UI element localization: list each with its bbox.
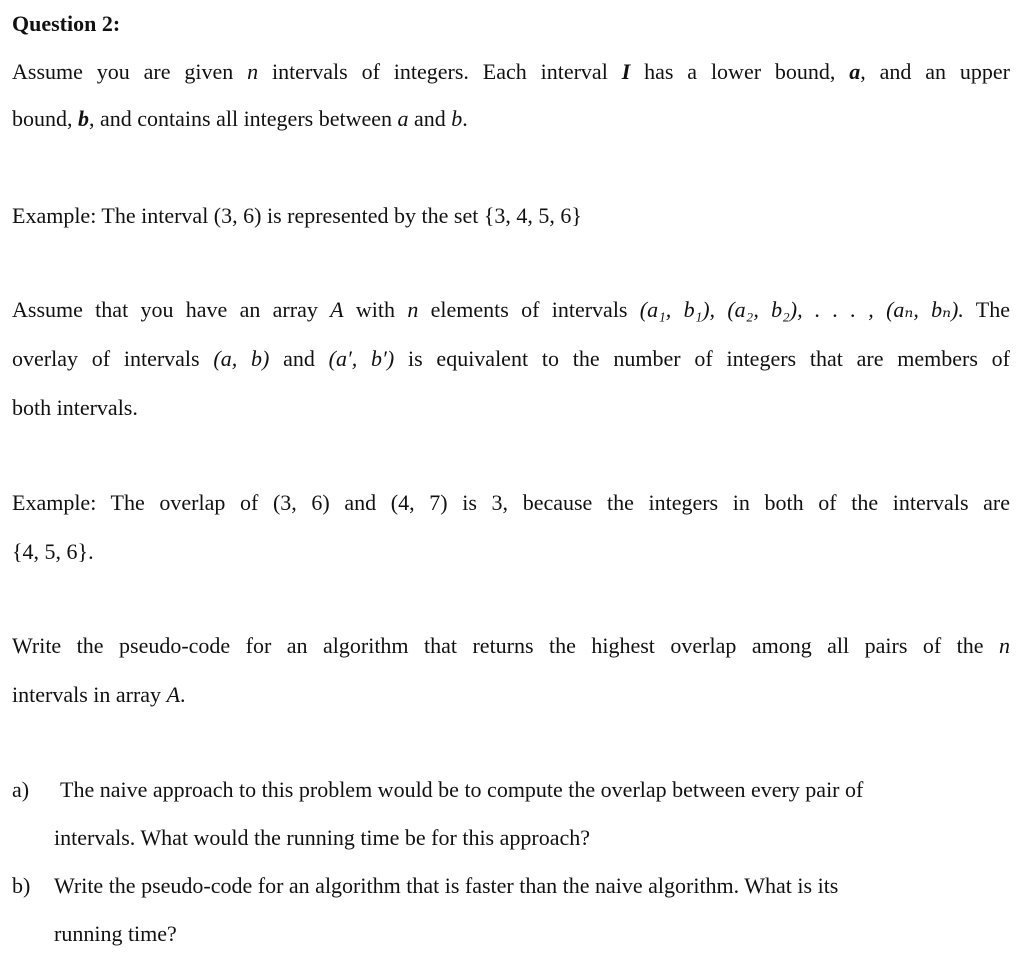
intro-text: has a lower bound, [630, 59, 850, 84]
intro-line-2 [12, 105, 468, 133]
example-1: Example: The interval (3, 6) is represented by the set {3, 4, 5, 6} [12, 203, 582, 228]
var-I: I [621, 59, 631, 84]
task-text: . [180, 682, 186, 707]
part-a-marker: a) [12, 777, 30, 802]
var-A: A [330, 297, 344, 322]
var-n: n [999, 633, 1010, 658]
var-A: A [166, 682, 181, 707]
interval-ab-math: (a, b) [213, 346, 270, 371]
array-text: Assume that you have an array [12, 297, 331, 322]
intro-text: , and an upper [860, 59, 1011, 84]
question-title: Question 2: [12, 11, 121, 36]
array-text: overlay of intervals [12, 346, 214, 371]
array-text: with [343, 297, 408, 322]
part-a-line-1: The naive approach to this problem would be to compute the overlap between every pair of [60, 777, 864, 802]
part-a-line-2: intervals. What would the running time be for this approach? [54, 825, 591, 850]
var-a-italic: a [397, 106, 409, 131]
array-line-3: both intervals. [12, 395, 138, 420]
var-b: b [78, 106, 89, 131]
example-2-line-2: {4, 5, 6}. [12, 539, 94, 564]
part-b-line-2: running time? [54, 921, 177, 946]
var-n: n [247, 59, 259, 84]
array-text: elements of intervals [418, 297, 640, 322]
intro-text: and [408, 106, 452, 131]
interval-ab-prime-math: (a′, b′) [328, 346, 395, 371]
part-b-line-1: Write the pseudo-code for an algorithm that is faster than the naive algorithm. What is its [54, 873, 839, 898]
intro-text: bound, [12, 106, 78, 131]
var-b-italic: b [451, 106, 463, 131]
intro-text: intervals of integers. Each interval [258, 59, 622, 84]
example-2-line-1: Example: The overlap of (3, 6) and (4, 7) is 3, because the integers in both of the intervals are [12, 490, 1010, 515]
interval-list-math: (a₁, b₁), (a₂, b₂), . . . , (aₙ, bₙ). [639, 297, 964, 322]
array-text: and [269, 346, 329, 371]
part-b-marker: b) [12, 873, 31, 898]
intro-text: , and contains all integers between [89, 106, 398, 131]
intro-text: Assume you are given [12, 59, 248, 84]
task-text: intervals in array [12, 682, 167, 707]
task-line-1 [12, 632, 1010, 660]
array-text: The [963, 297, 1010, 322]
var-a: a [849, 59, 861, 84]
intro-text: . [462, 106, 468, 131]
var-n: n [407, 297, 419, 322]
task-line-2 [12, 681, 186, 709]
array-line-1 [12, 296, 1010, 324]
array-line-2 [12, 345, 1010, 373]
intro-line-1 [12, 58, 1010, 86]
task-text: Write the pseudo-code for an algorithm that returns the highest overlap among all pairs of the [12, 633, 999, 658]
array-text: is equivalent to the number of integers that are members of [394, 346, 1011, 371]
